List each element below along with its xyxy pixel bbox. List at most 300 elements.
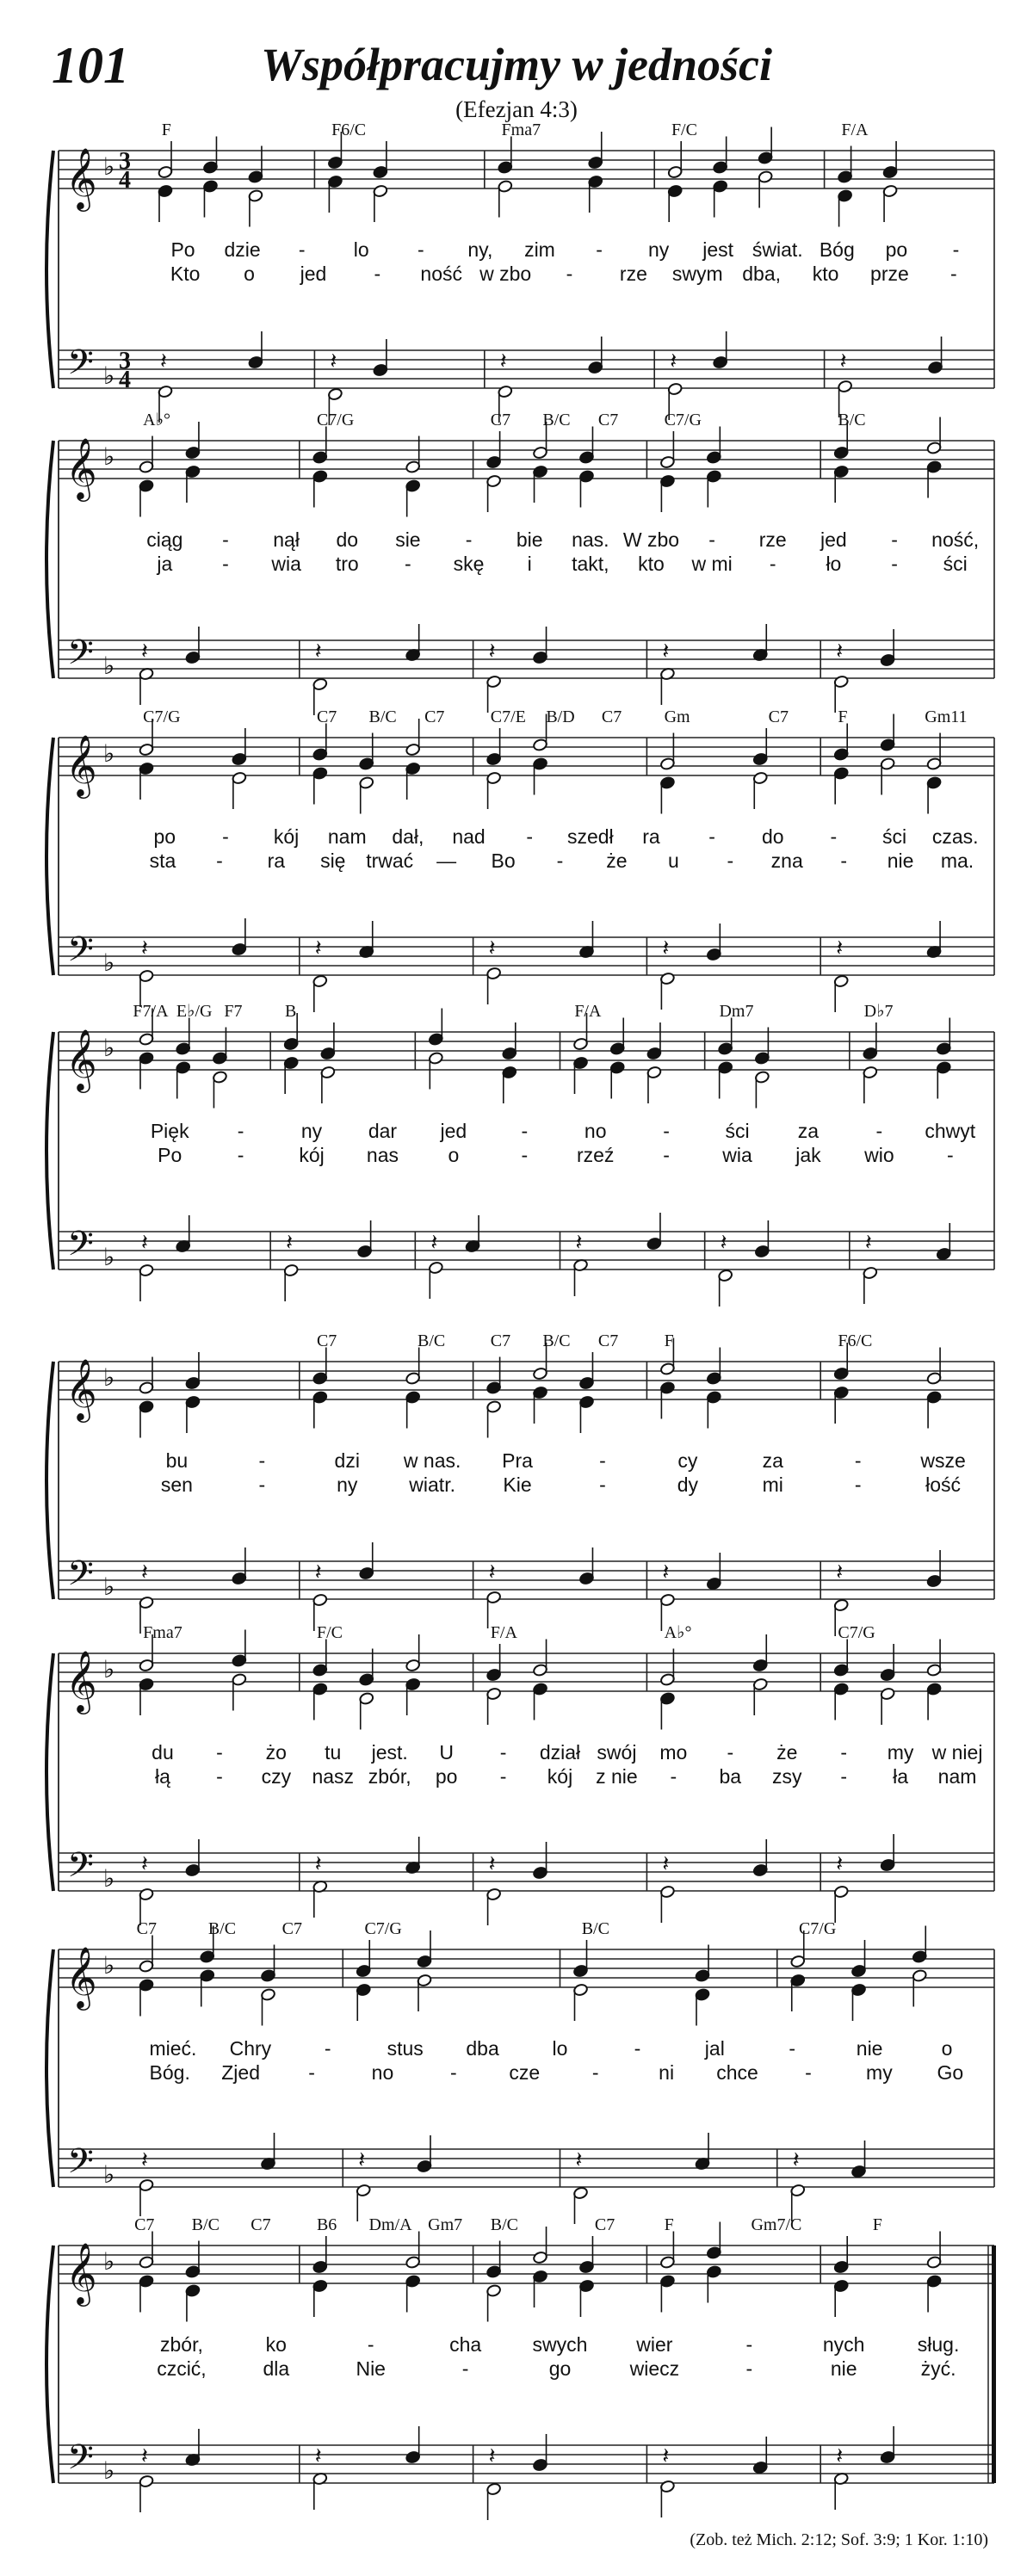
lyric-verse-2: czy — [261, 1765, 292, 1788]
treble-clef-icon: 𝄞 — [65, 1361, 97, 1419]
lyric-verse-1: że — [776, 1741, 798, 1764]
quarter-rest-icon: 𝄽 — [141, 2147, 148, 2172]
chord-symbol: C7 — [490, 411, 511, 429]
chord-symbol: B/C — [542, 1331, 571, 1350]
quarter-rest-icon: 𝄽 — [662, 1851, 670, 1876]
lyric-verse-1: za — [762, 1449, 783, 1472]
key-signature-flat-icon: ♭ — [103, 2249, 115, 2276]
lyric-verse-2: kój — [547, 1765, 573, 1788]
chord-symbol: C7 — [134, 2215, 155, 2234]
lyric-verse-2: po — [435, 1765, 458, 1788]
lyric-verse-2: - — [805, 2061, 812, 2084]
lyric-verse-1: nął — [273, 528, 300, 551]
lyric-verse-2: żyć. — [920, 2357, 956, 2380]
lyric-verse-2: Kto — [170, 263, 201, 285]
system-brace — [46, 151, 53, 388]
lyric-verse-1: ści — [881, 825, 907, 848]
lyric-verse-2: dy — [677, 1473, 698, 1496]
lyric-verse-2: dla — [263, 2357, 290, 2380]
bass-clef-icon: 𝄢 — [67, 344, 94, 390]
quarter-rest-icon: 𝄽 — [575, 2147, 583, 2172]
lyric-verse-1: stus — [387, 2037, 424, 2060]
treble-clef-icon: 𝄞 — [65, 1652, 97, 1711]
lyric-verse-2: sta — [149, 849, 176, 872]
chord-symbol: B/D — [546, 707, 575, 726]
lyric-verse-1: - — [634, 2037, 641, 2060]
lyric-verse-2: w mi — [691, 553, 733, 575]
key-signature-flat-icon: ♭ — [103, 1035, 115, 1062]
lyric-verse-2: - — [499, 1765, 507, 1788]
lyric-verse-2: kto — [638, 553, 665, 575]
system-brace — [46, 738, 53, 975]
lyric-verse-1: - — [875, 1120, 883, 1142]
lyric-verse-1: zbór, — [160, 2333, 203, 2356]
lyric-verse-2: - — [258, 1473, 266, 1496]
chord-symbol: B/C — [191, 2215, 220, 2234]
lyric-verse-2: wiatr. — [409, 1473, 455, 1496]
lyric-verse-2: wia — [722, 1144, 752, 1166]
chord-symbol: F — [664, 2215, 674, 2234]
lyric-verse-1: - — [521, 1120, 529, 1142]
chord-symbol: C7 — [424, 707, 445, 726]
lyric-verse-2: - — [769, 553, 776, 575]
lyric-verse-2: rzeź — [576, 1144, 615, 1166]
lyric-verse-2: mi — [762, 1473, 783, 1496]
treble-clef-icon: 𝄞 — [65, 1949, 97, 2007]
lyric-verse-1: po — [885, 238, 908, 261]
lyric-verse-2: z nie — [596, 1765, 638, 1788]
lyric-verse-1: ny, — [467, 238, 493, 261]
quarter-rest-icon: 𝄽 — [141, 2443, 148, 2468]
quarter-rest-icon: 𝄽 — [488, 639, 496, 664]
chord-symbol: C7 — [768, 707, 789, 726]
quarter-rest-icon: 𝄽 — [488, 1851, 496, 1876]
system-3 — [46, 707, 994, 1012]
lyric-verse-2: go — [548, 2357, 572, 2380]
chord-symbol: B/C — [418, 1331, 446, 1350]
chord-symbol: F — [664, 1331, 674, 1350]
lyric-verse-1: du — [152, 1741, 174, 1764]
lyric-verse-2: - — [308, 2061, 315, 2084]
system-brace — [46, 1949, 53, 2187]
lyric-verse-1: - — [222, 825, 229, 848]
key-signature-flat-icon: ♭ — [103, 154, 115, 181]
lyric-verse-2: nam — [937, 1765, 977, 1788]
system-1 — [46, 120, 994, 425]
lyric-verse-2: - — [461, 2357, 469, 2380]
lyric-verse-2: ny — [337, 1473, 358, 1496]
bass-clef-icon: 𝄢 — [67, 1847, 94, 1893]
quarter-rest-icon: 𝄽 — [141, 1851, 148, 1876]
chord-symbol: E♭/G — [176, 1002, 213, 1021]
time-signature-top: 3 — [119, 148, 131, 175]
quarter-rest-icon: 𝄽 — [662, 2443, 670, 2468]
treble-clef-icon: 𝄞 — [65, 440, 97, 498]
chord-symbol: B/C — [581, 1919, 609, 1938]
key-signature-flat-icon: ♭ — [103, 1574, 115, 1601]
quarter-rest-icon: 𝄽 — [836, 1560, 844, 1585]
lyric-verse-2: tro — [335, 553, 359, 575]
quarter-rest-icon: 𝄽 — [286, 1230, 294, 1255]
lyric-verse-2: jed — [300, 263, 327, 285]
lyric-verse-1: nad — [452, 825, 486, 848]
time-signature-top: 3 — [119, 348, 131, 374]
lyric-verse-2: Zjed — [221, 2061, 260, 2084]
lyric-verse-1: Bóg — [819, 238, 855, 261]
lyric-verse-2: - — [591, 2061, 599, 2084]
lyric-verse-1: dzi — [334, 1449, 360, 1472]
lyric-verse-1: żo — [265, 1741, 287, 1764]
quarter-rest-icon: 𝄽 — [864, 1230, 872, 1255]
lyric-verse-1: Chry — [229, 2037, 272, 2060]
lyric-verse-2: i — [527, 553, 532, 575]
lyric-verse-1: dał, — [392, 825, 424, 848]
lyric-verse-1: Po — [170, 238, 195, 261]
lyric-verse-1: - — [526, 825, 534, 848]
quarter-rest-icon: 𝄽 — [141, 1560, 148, 1585]
lyric-verse-2: zsy — [771, 1765, 802, 1788]
lyric-verse-1: Pięk — [150, 1120, 189, 1142]
key-signature-flat-icon: ♭ — [103, 1953, 115, 1980]
lyric-verse-1: bie — [516, 528, 543, 551]
quarter-rest-icon: 𝄽 — [575, 1230, 583, 1255]
lyric-verse-2: - — [840, 849, 848, 872]
lyric-verse-1: - — [745, 2333, 753, 2356]
lyric-verse-2: - — [840, 1765, 848, 1788]
lyric-verse-1: swój — [597, 1741, 637, 1764]
chord-symbol: F — [838, 707, 848, 726]
lyric-verse-1: tu — [325, 1741, 342, 1764]
chord-symbol: C7/E — [490, 707, 526, 726]
lyric-verse-2: no — [371, 2061, 394, 2084]
lyric-verse-1: - — [237, 1120, 244, 1142]
chord-symbol: C7 — [316, 707, 337, 726]
lyric-verse-1: no — [584, 1120, 607, 1142]
lyric-verse-1: ny — [647, 238, 670, 261]
chord-symbol: C7 — [597, 411, 619, 429]
chord-symbol: Dm7 — [719, 1002, 754, 1021]
lyric-verse-2: nie — [830, 2357, 857, 2380]
lyric-verse-1: nas. — [572, 528, 609, 551]
chord-symbol: F/A — [490, 1623, 517, 1642]
lyric-verse-1: dzie — [224, 238, 261, 261]
lyric-verse-2: kój — [299, 1144, 325, 1166]
lyric-verse-1: ra — [642, 825, 660, 848]
quarter-rest-icon: 𝄽 — [662, 1560, 670, 1585]
lyric-verse-2: nas — [366, 1144, 399, 1166]
lyric-verse-2: - — [745, 2357, 753, 2380]
scripture-reference: (Efezjan 4:3) — [455, 96, 578, 122]
lyric-verse-1: dba — [466, 2037, 499, 2060]
lyric-verse-2: Bo — [491, 849, 516, 872]
lyric-verse-1: my — [887, 1741, 914, 1764]
bass-clef-icon: 𝄢 — [67, 1555, 94, 1601]
bass-clef-icon: 𝄢 — [67, 931, 94, 977]
chord-symbol: D♭7 — [863, 1002, 894, 1021]
lyric-verse-1: - — [298, 238, 306, 261]
lyric-verse-2: cze — [509, 2061, 541, 2084]
lyric-verse-1: - — [789, 2037, 796, 2060]
system-4 — [46, 1002, 994, 1307]
chord-symbol: C7 — [136, 1919, 157, 1938]
lyric-verse-2: łą — [155, 1765, 170, 1788]
chord-symbol: C7/G — [664, 411, 702, 429]
lyric-verse-1: - — [465, 528, 473, 551]
quarter-rest-icon: 𝄽 — [430, 1230, 438, 1255]
lyric-verse-1: - — [222, 528, 229, 551]
lyric-verse-2: - — [237, 1144, 244, 1166]
lyric-verse-1: - — [367, 2333, 374, 2356]
lyric-verse-1: szedł — [566, 825, 614, 848]
chord-symbol: F7/A — [133, 1002, 169, 1021]
lyric-verse-1: kój — [273, 825, 300, 848]
chord-symbol: C7 — [281, 1919, 302, 1938]
lyric-verse-1: wier — [636, 2333, 673, 2356]
lyric-verse-1: jed — [440, 1120, 467, 1142]
quarter-rest-icon: 𝄽 — [720, 1230, 727, 1255]
lyric-verse-1: - — [258, 1449, 266, 1472]
lyric-verse-1: - — [324, 2037, 331, 2060]
bass-clef-icon: 𝄢 — [67, 1226, 94, 1271]
quarter-rest-icon: 𝄽 — [314, 639, 322, 664]
lyric-verse-2: - — [450, 2061, 457, 2084]
lyric-verse-1: o — [941, 2037, 953, 2060]
bass-clef-icon: 𝄢 — [67, 2439, 94, 2485]
key-signature-flat-icon: ♭ — [103, 1657, 115, 1683]
chord-symbol: C7 — [316, 1331, 337, 1350]
lyric-verse-1: ciąg — [146, 528, 183, 551]
lyric-verse-1: dar — [368, 1120, 398, 1142]
system-brace — [46, 1653, 53, 1891]
lyric-verse-2: się — [320, 849, 346, 872]
lyric-verse-1: po — [153, 825, 176, 848]
chord-symbol: B/C — [368, 707, 397, 726]
system-8 — [46, 2215, 996, 2520]
lyric-verse-1: bu — [165, 1449, 189, 1472]
chord-symbol: B6 — [316, 2215, 337, 2234]
lyric-verse-1: ność, — [931, 528, 980, 551]
lyric-verse-2: - — [891, 553, 898, 575]
lyric-verse-1: W zbo — [622, 528, 680, 551]
lyric-verse-1: lo — [552, 2037, 568, 2060]
lyric-verse-2: zna — [770, 849, 803, 872]
lyric-verse-2: że — [606, 849, 628, 872]
chord-symbol: F6/C — [331, 120, 367, 139]
chord-symbol: Fma7 — [501, 120, 541, 139]
chord-symbol: C7 — [594, 2215, 615, 2234]
chord-symbol: F6/C — [838, 1331, 873, 1350]
quarter-rest-icon: 𝄽 — [488, 936, 496, 961]
key-signature-flat-icon: ♭ — [103, 741, 115, 768]
quarter-rest-icon: 𝄽 — [160, 349, 167, 374]
lyric-verse-2: nie — [887, 849, 914, 872]
lyric-verse-2: - — [663, 1144, 670, 1166]
time-signature-bottom: 4 — [119, 167, 131, 194]
quarter-rest-icon: 𝄽 — [314, 2443, 322, 2468]
system-brace — [46, 2246, 53, 2483]
quarter-rest-icon: 𝄽 — [488, 2443, 496, 2468]
lyric-verse-1: zim — [524, 238, 555, 261]
lyric-verse-1: ści — [725, 1120, 750, 1142]
chord-symbol: F — [872, 2215, 882, 2234]
lyric-verse-1: mieć. — [149, 2037, 197, 2060]
chord-symbol: C7 — [597, 1331, 619, 1350]
lyric-verse-1: - — [708, 825, 715, 848]
quarter-rest-icon: 𝄽 — [314, 936, 322, 961]
lyric-verse-2: jak — [795, 1144, 821, 1166]
lyric-verse-1: jest — [702, 238, 734, 261]
lyric-verse-1: w nas. — [403, 1449, 461, 1472]
lyric-verse-2: takt, — [572, 553, 609, 575]
lyric-verse-2: wia — [271, 553, 301, 575]
lyric-verse-2: czcić, — [157, 2357, 207, 2380]
lyric-verse-2: - — [405, 553, 411, 575]
quarter-rest-icon: 𝄽 — [839, 349, 847, 374]
lyric-verse-1: rze — [758, 528, 787, 551]
lyric-verse-1: jed — [820, 528, 847, 551]
lyric-verse-2: dba, — [742, 263, 782, 285]
quarter-rest-icon: 𝄽 — [792, 2147, 800, 2172]
chord-symbol: F/A — [574, 1002, 602, 1021]
key-signature-flat-icon: ♭ — [103, 1245, 115, 1271]
lyric-verse-2: - — [949, 263, 957, 285]
lyric-verse-2: łość — [925, 1473, 962, 1496]
system-2 — [46, 411, 994, 715]
quarter-rest-icon: 𝄽 — [662, 639, 670, 664]
lyric-verse-1: sług. — [917, 2333, 960, 2356]
key-signature-flat-icon: ♭ — [103, 1365, 115, 1392]
lyric-verse-2: - — [854, 1473, 862, 1496]
chord-symbol: Gm7 — [428, 2215, 463, 2234]
lyric-verse-2: wio — [864, 1144, 894, 1166]
chord-symbol: F/A — [841, 120, 869, 139]
time-signature-bottom: 4 — [119, 367, 131, 393]
lyric-verse-2: — — [436, 849, 457, 872]
lyric-verse-2: - — [946, 1144, 954, 1166]
lyric-verse-2: ła — [893, 1765, 909, 1788]
system-5 — [46, 1331, 994, 1636]
lyric-verse-2: ja — [157, 553, 173, 575]
lyric-verse-1: - — [708, 528, 715, 551]
quarter-rest-icon: 𝄽 — [836, 1851, 844, 1876]
key-signature-flat-icon: ♭ — [103, 444, 115, 471]
quarter-rest-icon: 𝄽 — [836, 639, 844, 664]
lyric-verse-2: my — [866, 2061, 893, 2084]
lyric-verse-1: cha — [449, 2333, 482, 2356]
lyric-verse-2: Nie — [356, 2357, 386, 2380]
chord-symbol: C7/G — [316, 411, 355, 429]
key-signature-flat-icon: ♭ — [103, 653, 115, 680]
lyric-verse-1: - — [952, 238, 960, 261]
treble-clef-icon: 𝄞 — [65, 2245, 97, 2303]
lyric-verse-1: U — [439, 1741, 454, 1764]
chord-symbol: C7 — [251, 2215, 271, 2234]
quarter-rest-icon: 𝄽 — [488, 1560, 496, 1585]
lyric-verse-1: - — [599, 1449, 606, 1472]
chord-symbol: B/C — [838, 411, 866, 429]
lyric-verse-1: sie — [395, 528, 421, 551]
chord-symbol: F — [161, 120, 171, 139]
lyric-verse-1: ny — [300, 1120, 323, 1142]
lyric-verse-2: - — [727, 849, 734, 872]
lyric-verse-2: ma. — [940, 849, 974, 872]
lyric-verse-1: jest. — [371, 1741, 408, 1764]
quarter-rest-icon: 𝄽 — [670, 349, 677, 374]
quarter-rest-icon: 𝄽 — [836, 2443, 844, 2468]
lyric-verse-2: Kie — [503, 1473, 532, 1496]
lyric-verse-1: - — [840, 1741, 848, 1764]
lyric-verse-2: sen — [160, 1473, 193, 1496]
lyric-verse-1: - — [417, 238, 424, 261]
lyric-verse-2: Po — [158, 1144, 182, 1166]
lyric-verse-1: - — [216, 1741, 223, 1764]
lyric-verse-1: za — [797, 1120, 820, 1142]
quarter-rest-icon: 𝄽 — [314, 1851, 322, 1876]
chord-symbol: Fma7 — [143, 1623, 182, 1642]
system-7 — [46, 1919, 994, 2224]
key-signature-flat-icon: ♭ — [103, 2458, 115, 2485]
lyric-verse-2: ba — [719, 1765, 742, 1788]
chord-symbol: B/C — [490, 2215, 519, 2234]
lyric-verse-1: - — [499, 1741, 507, 1764]
bass-clef-icon: 𝄢 — [67, 634, 94, 680]
lyric-verse-1: cy — [677, 1449, 698, 1472]
lyric-verse-2: Go — [937, 2061, 964, 2084]
lyric-verse-2: ło — [826, 553, 842, 575]
chord-symbol: A♭° — [664, 1623, 692, 1642]
chord-symbol: B/C — [207, 1919, 237, 1938]
lyric-verse-2: ni — [659, 2061, 675, 2084]
lyric-verse-1: - — [830, 825, 838, 848]
hymn-title: Współpracujmy w jedności — [260, 39, 773, 90]
lyric-verse-2: skę — [453, 553, 485, 575]
lyric-verse-1: dział — [539, 1741, 581, 1764]
treble-clef-icon: 𝄞 — [65, 737, 97, 795]
lyric-verse-2: wiecz — [629, 2357, 680, 2380]
lyric-verse-1: chwyt — [925, 1120, 976, 1142]
chord-symbol: F/C — [671, 120, 697, 139]
lyric-verse-1: wsze — [920, 1449, 966, 1472]
lyric-verse-1: do — [761, 825, 784, 848]
lyric-verse-1: do — [336, 528, 359, 551]
quarter-rest-icon: 𝄽 — [141, 936, 148, 961]
lyric-verse-2: - — [374, 263, 381, 285]
lyric-verse-1: - — [596, 238, 603, 261]
lyric-verse-2: u — [667, 849, 679, 872]
lyric-verse-1: Pra — [502, 1449, 533, 1472]
system-brace — [46, 1362, 53, 1599]
chord-symbol: C7/G — [798, 1919, 837, 1938]
lyric-verse-2: Bóg. — [149, 2061, 190, 2084]
lyric-verse-1: świat. — [752, 238, 803, 261]
lyric-verse-1: w niej — [931, 1741, 983, 1764]
chord-symbol: F/C — [316, 1623, 343, 1642]
chord-symbol: B/C — [542, 411, 571, 429]
quarter-rest-icon: 𝄽 — [314, 1560, 322, 1585]
treble-clef-icon: 𝄞 — [65, 150, 97, 208]
chord-symbol: Dm/A — [368, 2215, 412, 2234]
lyric-verse-1: - — [854, 1449, 862, 1472]
lyric-verse-2: - — [670, 1765, 677, 1788]
lyric-verse-1: - — [891, 528, 898, 551]
lyric-verse-2: kto — [812, 263, 839, 285]
lyric-verse-1: czas. — [931, 825, 979, 848]
lyric-verse-2: swym — [671, 263, 723, 285]
lyric-verse-2: o — [244, 263, 255, 285]
lyric-verse-2: - — [216, 1765, 223, 1788]
lyric-verse-1: - — [727, 1741, 734, 1764]
lyric-verse-1: lo — [353, 238, 369, 261]
